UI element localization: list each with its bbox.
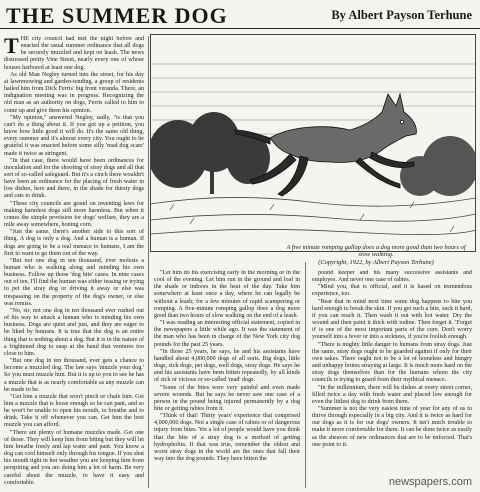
masthead xyxy=(0,0,480,29)
article-column-3 xyxy=(312,270,472,480)
article-paragraph: "In the millennium, there will be dishes at every street corner, filled twice a day with fresh water and placed low enough for even the littlest dog to drink from them. xyxy=(312,384,472,405)
article-paragraph: "Let him do his exercising early in the morning or in the cool of the evening. Let him run in the ground and loaf in the shade or indoors in the heat of the day. Take him somewhere at least once a day, where he can legally be without a leash; for a few minutes of rapid scampering or romping. A five-minute romping gallop does a dog more good than two hours of slow walking on the end of a leash. xyxy=(154,270,300,319)
dog-running-drawing xyxy=(150,34,476,252)
article-column-2 xyxy=(154,270,300,488)
article-paragraph: "But not one dog in ten thousand, ever molests a human who is walking along and minding his own business. Follow up those 'dog bite' cases. In nine cases out of ten, I'll find the human was either teasing or trying to pet the stray dog or driving it away or else was trespassing on the property of the dog's owner, or else was remiss. xyxy=(4,257,144,307)
article-paragraph: "Think of that! Thirty years' experience that comprised 4,000,000 dogs. Not a single case of rabies or of dangerous injury from bites. Yet a lot of people would have you think that the bite of a stray dog is a method of getting hydrophobia. If that was true, remember the oldest and worst stray dogs in the world are the ones that fall their way into the dog pounds. They have bitten the xyxy=(154,413,300,463)
article-paragraph: "In that case, there would have been ordinances for inoculation and for the shooting of stray dogs and all that sort of so-called safeguard. But it's a cinch there wouldn't have been an ordinance for the placing of fresh water in low dishes, here and there, in the shade for thirsty dogs and cats to drink. xyxy=(4,157,144,200)
article-paragraph: "Get him a muzzle that won't pinch or chafe him. Get him a muzzle that is loose enough so he can pant, and so he won't be unable to open his mouth, to breathe and to drink. Take it off whenever you can. Get him the best muzzle you can afford. xyxy=(4,393,144,429)
illustration-caption xyxy=(286,244,466,266)
article-paragraph: "No, sir, not one dog in ten thousand ever rushed out of his way to attack a human who is minding his own business. Dogs are quiet and just, and they are eager to be liked by humans. It is true that the dog is an entire thing that is nothing about a dog. But it is in the nature of a frightened dog to snap at the hand that ventures too close to him. xyxy=(4,307,144,357)
caption-text: A five minute romping gallop does a dog more good than two hours of slow walking. xyxy=(286,244,466,259)
article-paragraph: "Mind you, that is official, and it is based on tremendous experience, too. xyxy=(312,284,472,298)
watermark: newspapers.com xyxy=(388,476,472,488)
article-title: THE SUMMER DOG xyxy=(6,3,228,28)
article-paragraph: "These city councils are grand on inventing laws for making harmless dogs still more harmless. But when it comes the simple provision for dogs' welfare, they are a mile away somewhere, honing corn. xyxy=(4,200,144,229)
article-paragraph: "Bear that in mind next time some dog happens to bite you hard enough to break the skin. If you get such a bite, suck it hard, if you can reach it. Then wash it out with hot water. Dry the wound and then paint it thick with iodine. Then forget it. 'Forget it' is one of the most important parts of the cure. Don't worry yourself into a fever or into a sickness, if you're foolish enough. xyxy=(312,298,472,341)
article-paragraph: "In those 25 years, he says, he and his assistants have handled about 4,000,000 dogs of all sorts. Big dogs, little dogs, sick dogs, pet dogs, well dogs, stray dogs. He says he and his assistants have been bitten repeatedly, by all kinds of sick or vicious or so-called 'mad' dogs. xyxy=(154,348,300,384)
article-paragraph: "Just the same, there's another side to this sort of thing. A dog is only a dog. And a human is a human. If dogs are going to be a real menace to humans, I am the first to want to go them out of the way. xyxy=(4,229,144,257)
article-byline: By Albert Payson Terhune xyxy=(331,8,472,22)
article-paragraph: "Summer is not the very easiest time of year for any of us to thrive through especially in a big city. And it is twice as hard for our dogs as it is for our dogs' owners. It isn't much trouble to make it more comfortable for them. It can be done twice as easily as the sheaves of new ordinances that are to be enforced. That's one point to it. xyxy=(312,405,472,448)
article-paragraph: As old Man Negley turned into the street, for his day at lawnmowing and garden-tending, a group of residents hailed him from Dick Ferris' big front veranda. There, an indignation meeting was in progress. Recognizing the old man as an authority on dogs, Ferris called to him to come up and give them his opinion. xyxy=(4,71,144,114)
article-paragraph: THE city council had met the night before and enacted the usual summer ordinance that all dogs be securely muzzled and kept on leash. The news distressed pretty Vine Street, nearly every one of whose houses harbored at least one dog. xyxy=(4,36,144,71)
article-paragraph: pound keeper and his many successive assistants and employes. And never one case of rabies. xyxy=(312,270,472,284)
drop-cap: T xyxy=(4,36,19,58)
column-divider xyxy=(305,262,306,488)
article-paragraph: "There are plenty of humane muzzles made. Get one of those. They will keep him from biting but they will let him breathe freely and lap water and pant. You know a dog can cool himself only through his tongue. If you shut his mouth tight in hot weather you are keeping him from perspiring and you are doing him a lot of harm. Be very careful about the muzzle, to have it easy and comfortable. xyxy=(4,429,144,486)
article-illustration xyxy=(150,34,476,252)
article-paragraph: "I was reading an interesting official statement, copied in the newspapers a little while ago. It was the statement of the man who has been in charge of the New York city dog pounds for the past 25 years. xyxy=(154,320,300,348)
article-column-1 xyxy=(4,36,144,488)
article-paragraph: "But one dog in ten thousand, ever gets a chance to become a muzzled dog. The law says 'muzzle your dog.' So you must muzzle him. But it is up to you to see he has a muzzle that is as nearly comfortable as any muzzle can be made to be. xyxy=(4,358,144,393)
article-paragraph: "Some of the bites were very painful and even made severe wounds. But he says he never saw one case of a person in the pound being injured permanently by a dog bite or getting rabies from it. xyxy=(154,384,300,412)
column-divider xyxy=(148,36,149,488)
article-paragraph: "My opinion," answered Negley, sadly, "is that you can't do a thing about it. If you got up a petition, you know how little good it will do. It's the same old thing, every summer and it's almost every city. You ought to be grateful it was enacted before some silly 'mad dog scare' made it twice as stringent. xyxy=(4,114,144,157)
article-paragraph: "There is mighty little danger to humans from stray dogs. Just the same, stray dogs ought to be guarded against if only for their own sakes. There ought not to be a lot of homeless and hungry and unhappy brutes straying at large. It is much more hard on the stray dogs themselves than for the humans whom the city councils is trying to guard from their mythical menace. xyxy=(312,341,472,384)
copyright-credit: (Copyright, 1922, by Albert Payson Terhune) xyxy=(318,258,434,266)
